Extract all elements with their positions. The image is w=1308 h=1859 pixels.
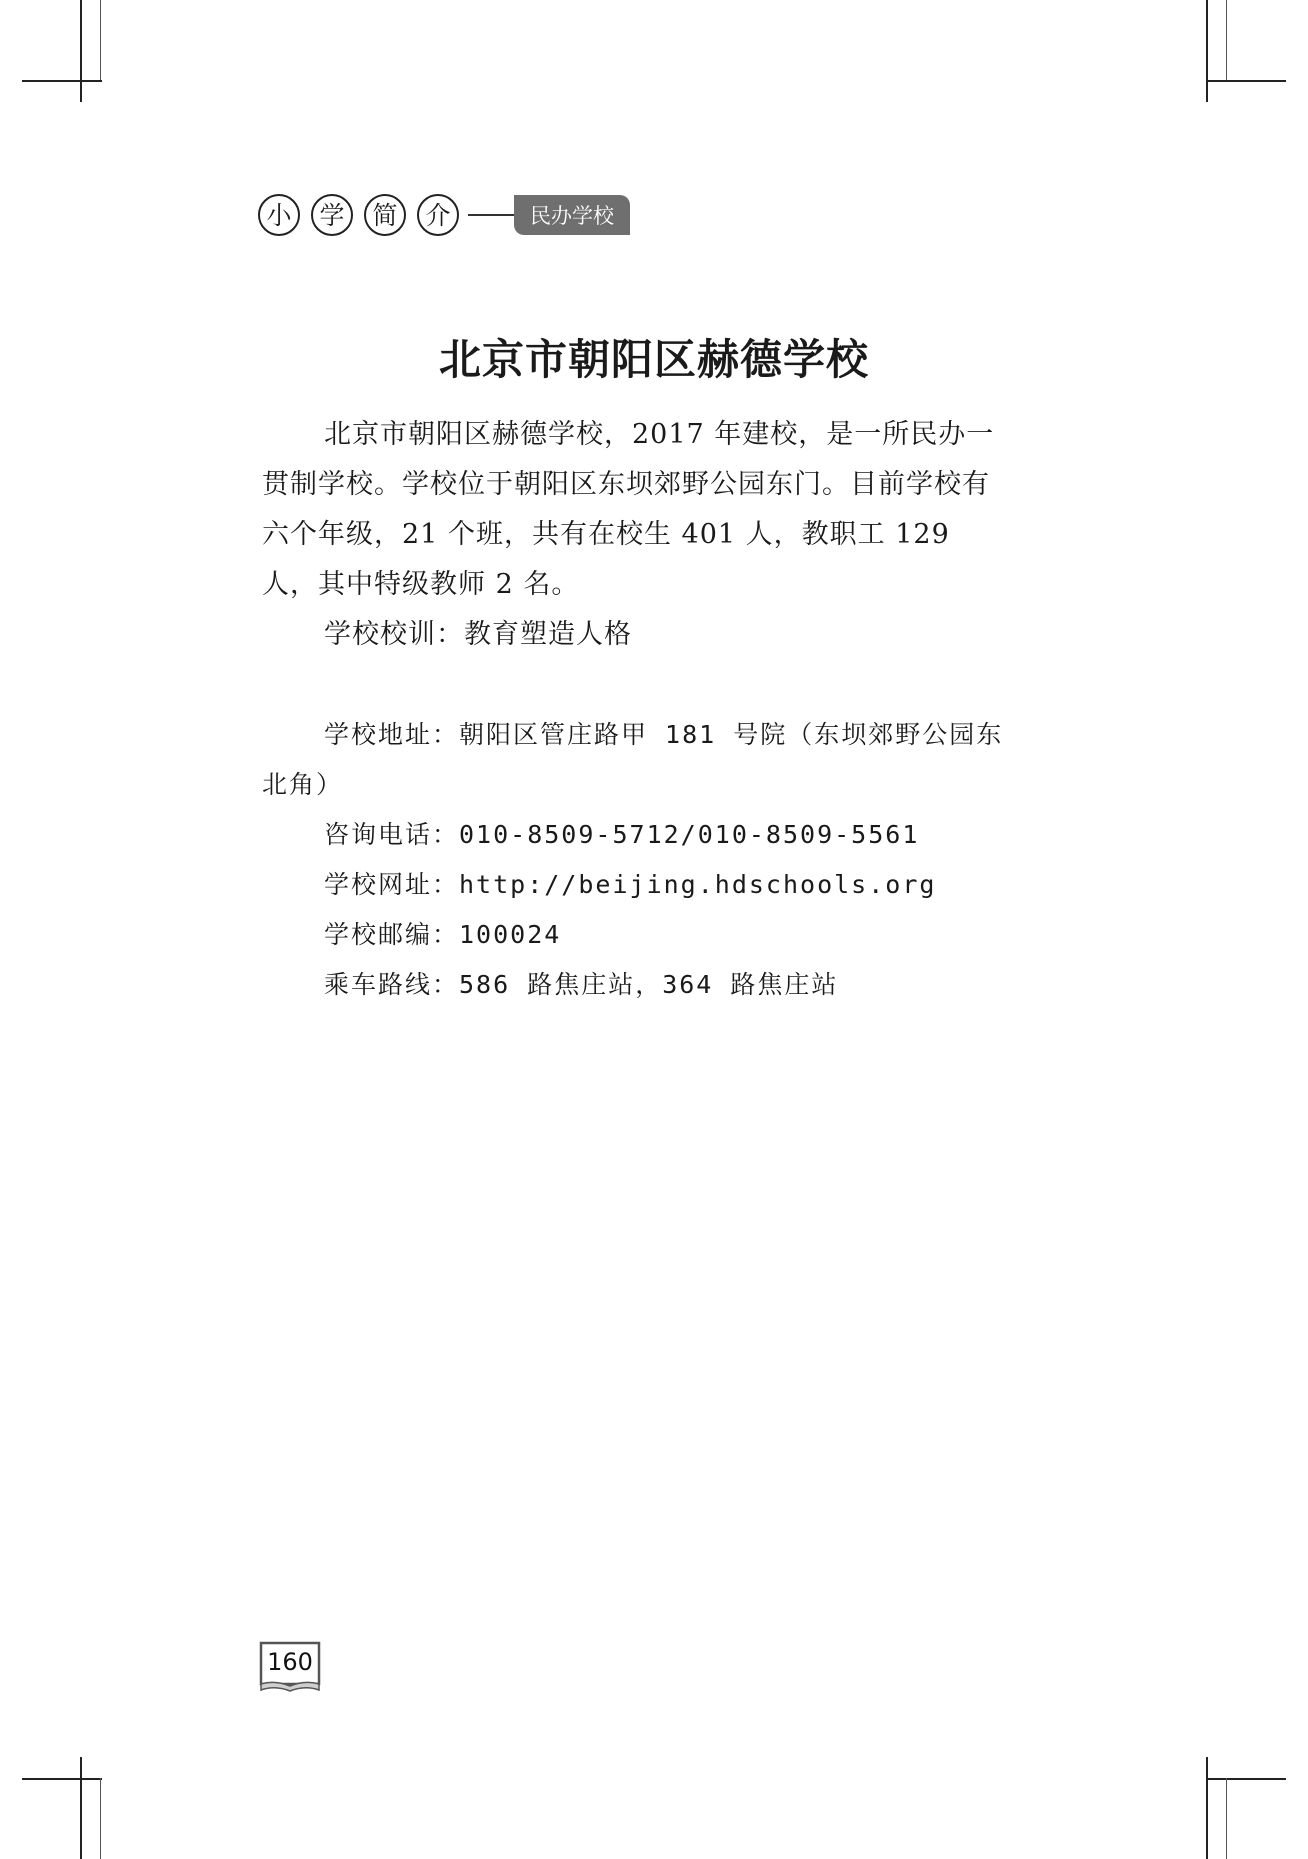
section-header xyxy=(258,192,630,238)
crop-mark xyxy=(100,1778,101,1859)
header-circle-char: 简 xyxy=(364,194,406,236)
info-bus-route: 乘车路线：586 路焦庄站，364 路焦庄站 xyxy=(324,970,839,999)
motto-paragraph: 学校校训：教育塑造人格 xyxy=(324,619,632,650)
crop-mark xyxy=(22,80,102,82)
header-circle-char: 小 xyxy=(258,194,300,236)
info-website: 学校网址：http://beijing.hdschools.org xyxy=(324,870,937,899)
crop-mark xyxy=(80,1757,82,1859)
crop-mark xyxy=(80,0,82,102)
page-title: 北京市朝阳区赫德学校 xyxy=(438,335,869,384)
crop-mark xyxy=(1226,0,1227,80)
school-description xyxy=(262,410,1014,1010)
header-circle-char: 介 xyxy=(417,194,459,236)
paragraph-spacer xyxy=(262,660,1014,710)
crop-mark xyxy=(1206,1778,1286,1780)
intro-paragraph: 北京市朝阳区赫德学校，2017 年建校，是一所民办一贯制学校。学校位于朝阳区东坝郊野公园东门。目前学校有六个年级，21 个班，共有在校生 401 人，教职工 129 人，其中特级教师 2 名。 xyxy=(262,419,995,600)
info-postcode: 学校邮编：100024 xyxy=(324,920,562,949)
crop-mark xyxy=(1206,80,1286,82)
crop-mark xyxy=(100,0,101,80)
crop-mark xyxy=(1206,0,1208,102)
crop-mark xyxy=(1206,1757,1208,1859)
header-connector-line xyxy=(468,214,514,216)
category-tag: 民办学校 xyxy=(514,195,630,235)
crop-mark xyxy=(1226,1778,1227,1859)
page-number xyxy=(258,1640,322,1692)
header-circle-char: 学 xyxy=(311,194,353,236)
info-phone: 咨询电话：010-8509-5712/010-8509-5561 xyxy=(324,820,920,849)
info-address: 学校地址：朝阳区管庄路甲 181 号院（东坝郊野公园东北角） xyxy=(262,720,1004,799)
crop-mark xyxy=(22,1778,102,1780)
page-number-text: 160 xyxy=(267,1648,313,1676)
